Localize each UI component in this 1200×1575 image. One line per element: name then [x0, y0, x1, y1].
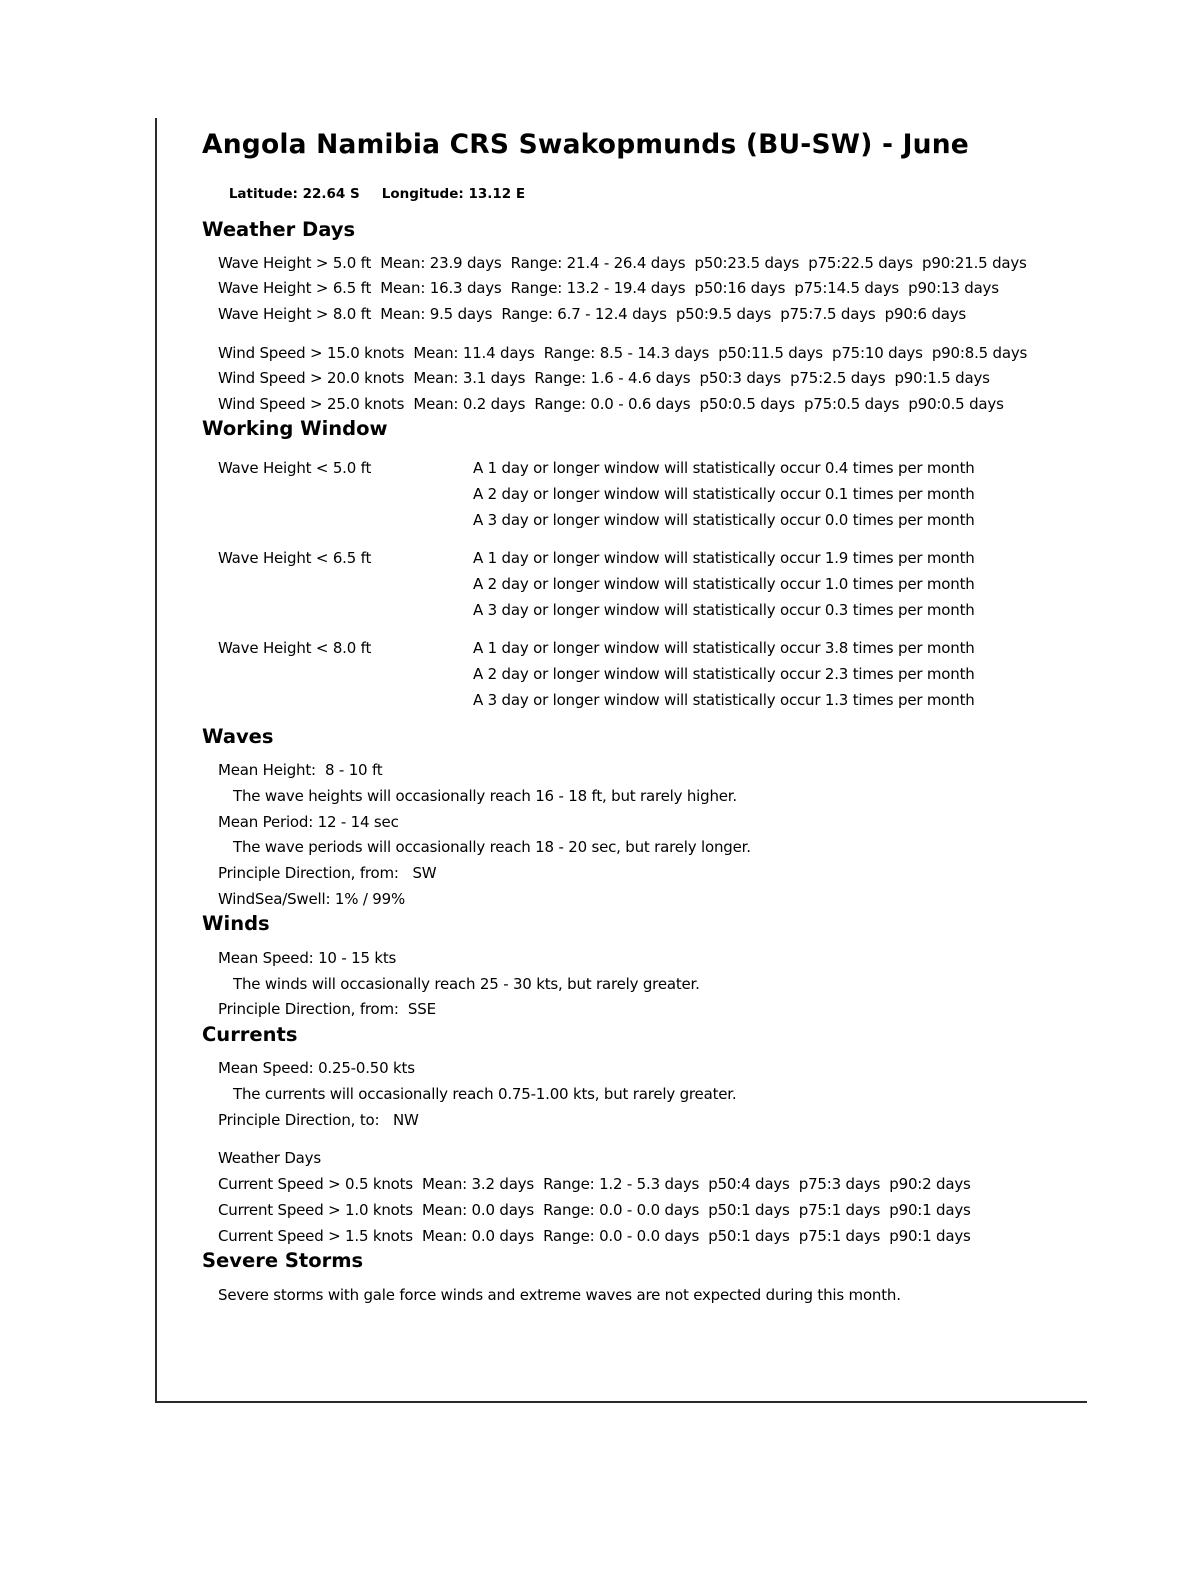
wave-height-stat-row: Wave Height > 5.0 ft Mean: 23.9 days Range: 21.4 - 26.4 days p50:23.5 days p75:22.5 days p90:21.5 days: [218, 253, 1027, 272]
waves-mean-period: Mean Period: 12 - 14 sec: [218, 812, 399, 831]
page-border-left: [155, 118, 157, 1403]
winds-speed-note: The winds will occasionally reach 25 - 30 kts, but rarely greater.: [233, 974, 700, 993]
longitude-value: Longitude: 13.12 E: [381, 186, 526, 203]
latitude-value: Latitude: 22.64 S: [228, 186, 360, 203]
working-window-heading: Working Window: [202, 417, 388, 441]
working-window-statements: [473, 545, 1167, 623]
wind-speed-stat-row: Wind Speed > 15.0 knots Mean: 11.4 days Range: 8.5 - 14.3 days p50:11.5 days p75:10 days p90:8.5 days: [218, 343, 1028, 362]
working-window-statement: A 3 day or longer window will statistically occur 1.3 times per month: [473, 690, 975, 709]
working-window-group: [202, 455, 1167, 533]
waves-principle-direction: Principle Direction, from: SW: [218, 864, 437, 883]
report-page: [202, 130, 1167, 1304]
waves-heading: Waves: [202, 724, 274, 748]
working-window-condition: Wave Height < 5.0 ft: [218, 458, 372, 477]
working-window-statement: A 2 day or longer window will statistically occur 2.3 times per month: [473, 664, 975, 683]
wave-height-stat-row: Wave Height > 8.0 ft Mean: 9.5 days Range: 6.7 - 12.4 days p50:9.5 days p75:7.5 days p90:6 days: [218, 305, 967, 324]
waves-height-note: The wave heights will occasionally reach 16 - 18 ft, but rarely higher.: [233, 786, 737, 805]
working-window-group: [202, 635, 1167, 713]
working-window-statement: A 1 day or longer window will statistically occur 3.8 times per month: [473, 638, 975, 657]
currents-details: [202, 1056, 1167, 1249]
winds-details: [202, 946, 1167, 1023]
waves-period-note: The wave periods will occasionally reach 18 - 20 sec, but rarely longer.: [233, 838, 751, 857]
working-window-statement: A 1 day or longer window will statistically occur 0.4 times per month: [473, 458, 975, 477]
page-title: Angola Namibia CRS Swakopmunds (BU-SW) - June: [202, 129, 969, 160]
wave-height-stat-row: Wave Height > 6.5 ft Mean: 16.3 days Range: 13.2 - 19.4 days p50:16 days p75:14.5 days p90:13 days: [218, 279, 999, 298]
current-speed-stat-row: Current Speed > 1.0 knots Mean: 0.0 days Range: 0.0 - 0.0 days p50:1 days p75:1 days p90:1 days: [218, 1200, 971, 1219]
working-window-statement: A 2 day or longer window will statistically occur 1.0 times per month: [473, 574, 975, 593]
working-window-statement: A 2 day or longer window will statistically occur 0.1 times per month: [473, 484, 975, 503]
working-window-statement: A 3 day or longer window will statistically occur 0.0 times per month: [473, 510, 975, 529]
page-border-bottom: [155, 1401, 1087, 1403]
working-window-condition: Wave Height < 6.5 ft: [218, 548, 372, 567]
winds-mean-speed: Mean Speed: 10 - 15 kts: [218, 948, 397, 967]
waves-details: [202, 758, 1167, 912]
currents-heading: Currents: [202, 1022, 298, 1046]
winds-principle-direction: Principle Direction, from: SSE: [218, 1000, 436, 1019]
working-window-statement: A 3 day or longer window will statistically occur 0.3 times per month: [473, 600, 975, 619]
currents-principle-direction: Principle Direction, to: NW: [218, 1110, 419, 1129]
wind-speed-stat-row: Wind Speed > 25.0 knots Mean: 0.2 days Range: 0.0 - 0.6 days p50:0.5 days p75:0.5 days p90:0.5 days: [218, 394, 1004, 413]
wind-speed-stats: [202, 341, 1167, 418]
working-window-condition: Wave Height < 8.0 ft: [218, 638, 372, 657]
working-window-groups: [202, 455, 1167, 713]
winds-heading: Winds: [202, 912, 270, 936]
working-window-group: [202, 545, 1167, 623]
currents-speed-note: The currents will occasionally reach 0.75-1.00 kts, but rarely greater.: [233, 1085, 737, 1104]
currents-mean-speed: Mean Speed: 0.25-0.50 kts: [218, 1059, 415, 1078]
currents-weather-days-label: Weather Days: [218, 1149, 321, 1168]
wave-height-stats: [202, 251, 1167, 328]
weather-days-heading: Weather Days: [202, 218, 356, 242]
current-speed-stat-row: Current Speed > 0.5 knots Mean: 3.2 days Range: 1.2 - 5.3 days p50:4 days p75:3 days p90:2 days: [218, 1175, 971, 1194]
waves-windsea-swell: WindSea/Swell: 1% / 99%: [218, 889, 405, 908]
severe-storms-heading: Severe Storms: [202, 1249, 364, 1273]
wind-speed-stat-row: Wind Speed > 20.0 knots Mean: 3.1 days Range: 1.6 - 4.6 days p50:3 days p75:2.5 days p90:1.5 days: [218, 369, 990, 388]
current-speed-stat-row: Current Speed > 1.5 knots Mean: 0.0 days Range: 0.0 - 0.0 days p50:1 days p75:1 days p90:1 days: [218, 1226, 971, 1245]
coordinates: [202, 170, 1167, 218]
working-window-statements: [473, 635, 1167, 713]
waves-mean-height: Mean Height: 8 - 10 ft: [218, 761, 383, 780]
working-window-statements: [473, 455, 1167, 533]
working-window-statement: A 1 day or longer window will statistically occur 1.9 times per month: [473, 548, 975, 567]
severe-storms-text: Severe storms with gale force winds and extreme waves are not expected during this month.: [218, 1285, 901, 1304]
